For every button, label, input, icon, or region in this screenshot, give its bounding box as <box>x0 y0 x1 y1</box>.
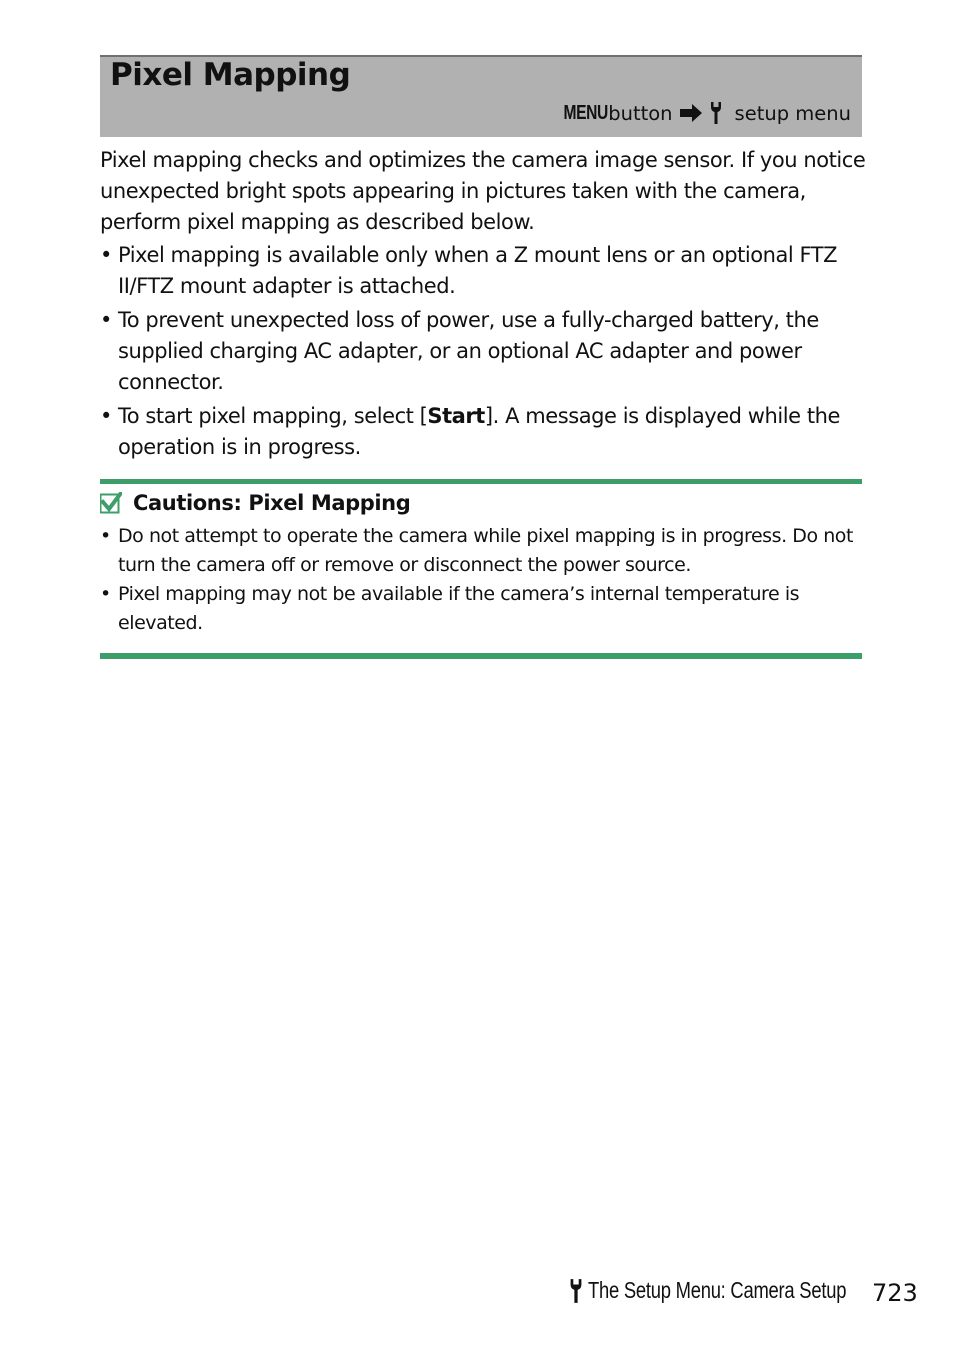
list-item: • To start pixel mapping, select [Start]. A message is displayed while the operation is in progress. <box>100 404 840 459</box>
menu-path-button-text: button <box>608 101 673 125</box>
list-item-text: Do not attempt to operate the camera while pixel mapping is in progress. Do not turn the camera off or remove or disconnect the power source. <box>118 525 853 576</box>
list-item: • Pixel mapping may not be available if the camera’s internal temperature is elevated. <box>100 583 800 634</box>
caution-title <box>100 491 410 515</box>
header-bar <box>100 55 862 137</box>
list-item-text: Pixel mapping is available only when a Z mount lens or an optional FTZ II/FTZ mount adapter is attached. <box>118 243 838 298</box>
page-number: 723 <box>872 1279 918 1307</box>
menu-key: MENU <box>563 101 609 124</box>
caution-title-text: Cautions: Pixel Mapping <box>133 491 411 515</box>
list-item-text-pre: To start pixel mapping, select [ <box>118 404 428 428</box>
start-option-label: Start <box>427 404 485 428</box>
footer-section-title: The Setup Menu: Camera Setup <box>588 1277 847 1303</box>
right-arrow-icon <box>679 104 703 122</box>
list-item: • To prevent unexpected loss of power, use a fully-charged battery, the supplied charging AC adapter, or an optional AC adapter and power connector. <box>100 308 819 394</box>
wrench-icon <box>709 101 723 125</box>
list-item-text-post: ]. A message is displayed while the operation is in progress. <box>118 404 840 459</box>
bullet-list <box>100 240 870 466</box>
menu-path-menu-text: setup menu <box>734 101 851 125</box>
caution-box <box>100 479 862 659</box>
page-title: Pixel Mapping <box>110 57 351 93</box>
check-icon <box>100 492 122 514</box>
list-item: • Do not attempt to operate the camera while pixel mapping is in progress. Do not turn the camera off or remove or disconnect the power source. <box>100 525 853 576</box>
list-item-text: To prevent unexpected loss of power, use a fully-charged battery, the supplied charging AC adapter, or an optional AC adapter and power connector. <box>118 308 819 394</box>
wrench-icon <box>568 1278 584 1304</box>
list-item-text: Pixel mapping may not be available if the camera’s internal temperature is elevated. <box>118 583 800 634</box>
intro-paragraph: Pixel mapping checks and optimizes the camera image sensor. If you notice unexpected bright spots appearing in pictures taken with the camera, perform pixel mapping as described below. <box>100 148 866 234</box>
caution-list <box>100 522 870 638</box>
menu-path <box>551 101 851 125</box>
footer-section-link[interactable] <box>568 1277 911 1304</box>
list-item: • Pixel mapping is available only when a Z mount lens or an optional FTZ II/FTZ mount adapter is attached. <box>100 243 838 298</box>
